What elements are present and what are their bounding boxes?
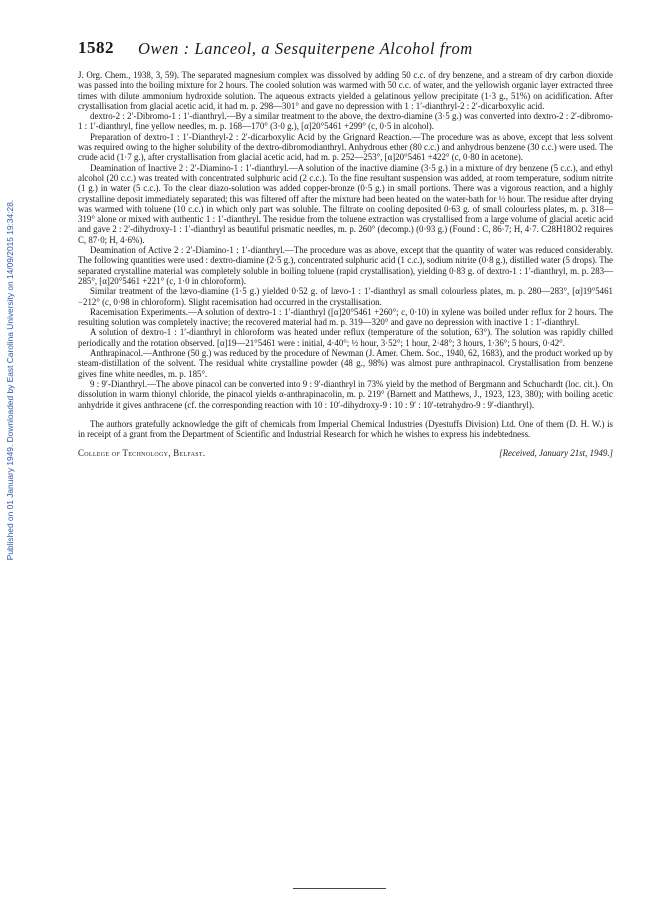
download-notice[interactable]: Published on 01 January 1949. Downloaded by East Carolina University on 14/09/2015 19:34:28. [5, 199, 15, 561]
affiliation: College of Technology, Belfast. [78, 448, 206, 459]
paragraph-chloroform-solution: A solution of dextro-1 : 1′-dianthryl in chloroform was heated under reflux (temperature of the solution, 63°). The solution was rapidly chilled periodically and the rotation observed. [α]19—21°5461 were : initial, 4·40°; ½ hour, 3·52°; 1 hour, 2·48°; 3 hours, 1·36°; 5 hours, 0·42°. [78, 327, 613, 348]
paragraph-deamination-active: Deamination of Active 2 : 2′-Diamino-1 : 1′-dianthryl.—The procedure was as above, except that the quantity of water was reduced considerably. The following quantities were used : dextro-diamine (2·5 g.), concentrated sulphuric acid (1 c.c.), sodium nitrite (0·8 g.), distilled water (5 drops). The separated crystalline material was completely soluble in boiling toluene (rapid crystallisation), yielding 0·83 g. of dextro-1 : 1′-dianthryl, m. p. 283—285°, [α]20°5461 +221° (c, 1·0 in chloroform). [78, 245, 613, 286]
paragraph-grignard-preparation: Preparation of dextro-1 : 1′-Dianthryl-2 : 2′-dicarboxylic Acid by the Grignard Reaction.—The procedure was as above, except that less solvent was required owing to the higher solubility of the dextro-dibromodianthryl. Anhydrous ether (80 c.c.) and anhydrous benzene (30 c.c.) were used. The crude acid (1·7 g.), after crystallisation from glacial acetic acid, had m. p. 252—253°, [α]20°5461 +422° (c, 0·80 in acetone). [78, 131, 613, 163]
article-footer [78, 448, 613, 458]
paragraph-dianthryl-9-9: 9 : 9′-Dianthryl.—The above pinacol can be converted into 9 : 9′-dianthryl in 73% yield by the method of Bergmann and Schuchardt (loc. cit.). On dissolution in warm thionyl chloride, the pinacol yields α-anthrapinacolin, m. p. 219° (Barnett and Matthews, J., 1923, 123, 380); with boiling acetic anhydride it gives anthracene (cf. the corresponding reaction with 10 : 10′-dihydroxy-9 : 10 : 9′ : 10′-tetrahydro-9 : 9′-dianthryl). [78, 378, 613, 410]
page-number: 1582 [78, 38, 114, 57]
acknowledgements: The authors gratefully acknowledge the gift of chemicals from Imperial Chemical Industries (Dyestuffs Division) Ltd. One of them (D. H. W.) is in receipt of a grant from the Department of Scientific and Industrial Research for which he wishes to express his indebtedness. [78, 418, 613, 440]
download-notice-sidebar [3, 160, 17, 600]
paragraph-laevo-treatment: Similar treatment of the lævo-diamine (1·5 g.) yielded 0·52 g. of lævo-1 : 1′-dianthryl as small colourless plates, m. p. 280—283°, [α]19°5461 −212° (c, 0·98 in chloroform). Slight racemisation had occurred in the crystallisation. [78, 286, 613, 307]
end-rule [293, 888, 386, 889]
running-title: Owen : Lanceol, a Sesquiterpene Alcohol from [138, 39, 473, 58]
paragraph-dibromo-dianthryl: dextro-2 : 2′-Dibromo-1 : 1′-dianthryl.—By a similar treatment to the above, the dextro-diamine (3·5 g.) was converted into dextro-2 : 2′-dibromo-1 : 1′-dianthryl, fine yellow needles, m. p. 168—170° (3·0 g.), [α]20°5461 +299° (c, 0·5 in alcohol). [78, 111, 613, 132]
paragraph-deamination-inactive: Deamination of Inactive 2 : 2′-Diamino-1 : 1′-dianthryl.—A solution of the inactive diamine (3·5 g.) in a mixture of dry benzene (5 c.c.), and ethyl alcohol (20 c.c.) was treated with concentrated sulphuric acid (2 c.c.). To the fine resultant suspension was added, at room temperature, sodium nitrite (1 g.) in water (5 c.c.). To the clear diazo-solution was added copper-bronze (0·5 g.) in small portions. There was a vigorous reaction, and a highly crystalline deposit immediately separated; this was filtered off after the mixture had been heated on the water-bath for ½ hour. The residue after drying was warmed with toluene (10 c.c.) in which only part was soluble. The filtrate on cooling deposited 0·63 g. of small colourless plates, m. p. 318—319° alone or mixed with authentic 1 : 1′-dianthryl. The residue from the toluene extraction was crystallised from a large volume of glacial acetic acid and gave 2 : 2′-dihydroxy-1 : 1′-dianthryl as beautiful prismatic needles, m. p. 260° (decomp.) (0·93 g.) (Found : C, 86·7; H, 4·7. C28H18O2 requires C, 87·0; H, 4·6%). [78, 162, 614, 245]
paragraph-anthrapinacol: Anthrapinacol.—Anthrone (50 g.) was reduced by the procedure of Newman (J. Amer. Chem. Soc., 1940, 62, 1683), and the product worked up by steam-distillation of the solvent. The residual white crystalline powder (48 g., 98%) was almost pure anthrapinacol. Crystallisation from benzene gives fine white needles, m. p. 185°. [78, 348, 613, 379]
page-header [78, 38, 613, 60]
article-body [78, 70, 613, 459]
paragraph-continuation: J. Org. Chem., 1938, 3, 59). The separated magnesium complex was dissolved by adding 50 c.c. of dry benzene, and a stream of dry carbon dioxide was passed into the boiling mixture for 2 hours. The cooled solution was warmed with 50 c.c. of water, and the yellowish organic layer extracted three times with dilute ammonium hydroxide solution. The aqueous extracts yielded a gelatinous yellow precipitate (1·3 g., 51%) on acidification. After crystallisation from glacial acetic acid, it had m. p. 298—301° and gave no depression with 1 : 1′-dianthryl-2 : 2′-dicarboxylic acid. [78, 70, 613, 111]
received-date: [Received, January 21st, 1949.] [499, 448, 613, 459]
paragraph-racemisation: Racemisation Experiments.—A solution of dextro-1 : 1′-dianthryl ([α]20°5461 +260°; c, 0·10) in xylene was boiled under reflux for 2 hours. The resulting solution was completely inactive; the recovered material had m. p. 319—320° and gave no depression with inactive 1 : 1′-dianthryl. [78, 306, 613, 328]
